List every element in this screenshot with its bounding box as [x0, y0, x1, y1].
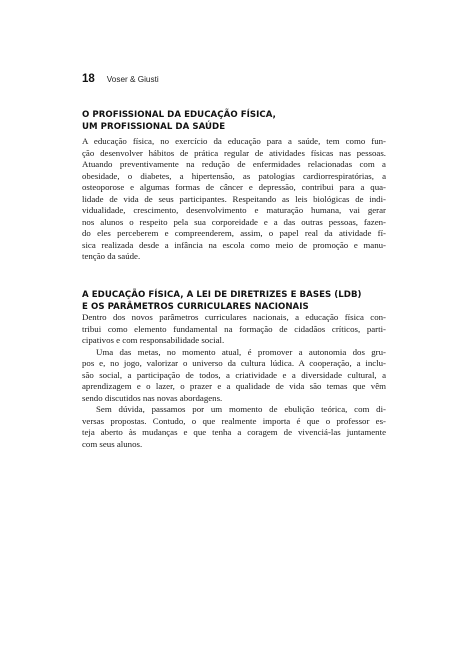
text-line: aprendizagem e o lazer, o prazer e a qualidade de vida são temas que vêm: [82, 381, 386, 392]
text-line: Sem dúvida, passamos por um momento de ebulição teórica, com di-: [96, 404, 386, 415]
text-line: sica realizada desde a infância na escola como meio de promoção e manu-: [82, 239, 386, 250]
text-line: ção desenvolver hábitos de prática regular de atividades físicas nas pessoas.: [82, 147, 386, 158]
section-heading-ldb: [82, 289, 362, 313]
section-heading-profissional: [82, 109, 276, 133]
running-head-authors: Voser & Giusti: [106, 75, 159, 84]
text-line: Dentro dos novos parâmetros curriculares nacionais, a educação física con-: [82, 312, 386, 322]
paragraph-profissional: [82, 136, 386, 263]
text-line: tenção da saúde.: [82, 251, 141, 262]
text-line: A educação física, no exercício da educação para a saúde, tem como fun-: [82, 136, 386, 146]
heading-line: UM PROFISSIONAL DA SAÚDE: [82, 122, 226, 132]
text-line: vidualidade, crescimento, desenvolvimento e maturação humana, vai gerar: [82, 205, 386, 216]
text-line: osteoporose e algumas formas de câncer e depressão, contribui para a qua-: [82, 182, 386, 193]
text-line: versas propostas. Contudo, o que realmente importa é que o professor es-: [82, 415, 386, 426]
text-line: nos alunos o respeito pela sua corporeidade e a das outras pessoas, fazen-: [82, 216, 386, 227]
text-line: teja aberto às mudanças e que tenha a coragem de vivenciá-las juntamente: [82, 427, 386, 438]
running-head: [82, 73, 159, 87]
text-line: pos e, no jogo, valorizar o universo da cultura lúdica. A cooperação, a inclu-: [82, 358, 386, 369]
heading-line: O PROFISSIONAL DA EDUCAÇÃO FÍSICA,: [82, 110, 276, 120]
heading-line: A EDUCAÇÃO FÍSICA, A LEI DE DIRETRIZES E BASES (LDB): [82, 290, 362, 300]
heading-line: E OS PARÂMETROS CURRICULARES NACIONAIS: [82, 302, 309, 312]
text-line: obesidade, o diabetes, a hipertensão, as patologias cardiorrespiratórias, a: [82, 170, 386, 181]
text-line: com seus alunos.: [82, 439, 143, 450]
text-line: são social, a participação de todos, a criatividade e a diversidade cultural, a: [82, 369, 386, 380]
text-line: Atuando preventivamente na redução de enfermidades relacionadas com a: [82, 159, 386, 170]
text-line: lidade de vida de seus participantes. Respeitando as leis biológicas de indi-: [82, 193, 386, 204]
paragraph-ldb: [82, 312, 386, 451]
page-number: 18: [82, 73, 95, 85]
text-line: cipativos e com responsabilidade social.: [82, 335, 225, 346]
text-line: tribui como elemento fundamental na formação de cidadãos críticos, parti-: [82, 323, 386, 334]
text-line: sendo discutidos nas novas abordagens.: [82, 392, 223, 403]
text-line: do eles perceberem e compreenderem, assim, o papel real da atividade fí-: [82, 228, 386, 239]
text-line: Uma das metas, no momento atual, é promover a autonomia dos gru-: [96, 346, 386, 357]
